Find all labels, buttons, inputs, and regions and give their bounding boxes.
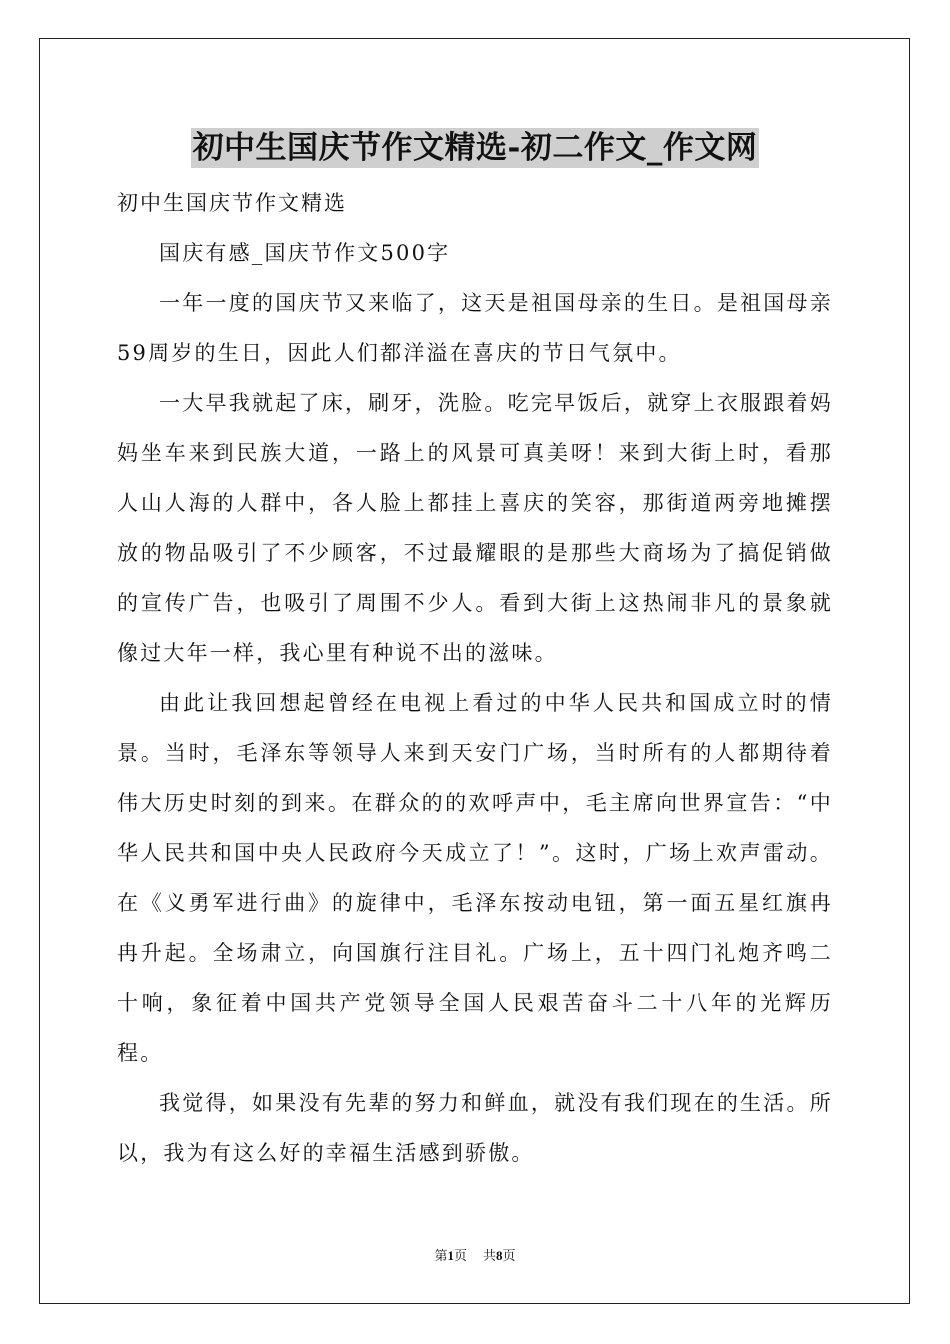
article-heading: 国庆有感_国庆节作文500字 [159, 241, 451, 265]
document-title: 初中生国庆节作文精选-初二作文_作文网 [192, 130, 758, 166]
paragraph-2: 一大早我就起了床，刷牙，洗脸。吃完早饭后，就穿上衣服跟着妈妈坐车来到民族大道，一路上的风景可真美呀！来到大街上时，看那人山人海的人群中，各人脸上都挂上喜庆的笑容，那街道两旁地摊摆放的物品吸引了不少顾客，不过最耀眼的是那些大商场为了搞促销做的宣传广告，也吸引了周围不少人。看到大街上这热闹非凡的景象就像过大年一样，我心里有种说不出的滋味。 [117, 391, 833, 665]
document-body [117, 178, 833, 1178]
page-footer [0, 1247, 950, 1265]
page-suffix: 页 [453, 1248, 467, 1263]
page-total: 8 [496, 1248, 503, 1263]
page-prefix: 第 [434, 1248, 448, 1263]
document-subtitle: 初中生国庆节作文精选 [117, 191, 347, 215]
total-prefix: 共 [483, 1248, 497, 1263]
paragraph-4: 我觉得，如果没有先辈的努力和鲜血，就没有我们现在的生活。所以，我为有这么好的幸福生活感到骄傲。 [117, 1091, 833, 1165]
total-suffix: 页 [502, 1248, 516, 1263]
paragraph-1: 一年一度的国庆节又来临了，这天是祖国母亲的生日。是祖国母亲59周岁的生日，因此人们都洋溢在喜庆的节日气氛中。 [117, 291, 833, 365]
page-current: 1 [447, 1248, 454, 1263]
paragraph-3: 由此让我回想起曾经在电视上看过的中华人民共和国成立时的情景。当时，毛泽东等领导人来到天安门广场，当时所有的人都期待着伟大历史时刻的到来。在群众的的欢呼声中，毛主席向世界宣告：“中华人民共和国中央人民政府今天成立了！”。这时，广场上欢声雷动。在《义勇军进行曲》的旋律中，毛泽东按动电钮，第一面五星红旗冉冉升起。全场肃立，向国旗行注目礼。广场上，五十四门礼炮齐鸣二十响，象征着中国共产党领导全国人民艰苦奋斗二十八年的光辉历程。 [117, 691, 833, 1065]
title-container [0, 128, 950, 168]
